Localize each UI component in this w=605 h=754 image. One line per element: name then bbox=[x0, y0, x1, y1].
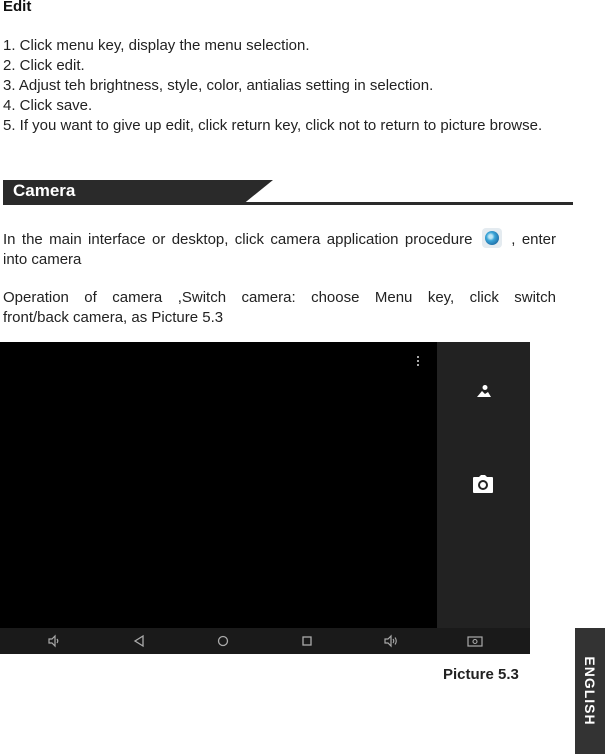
volume-up-icon[interactable] bbox=[384, 634, 398, 648]
recents-icon[interactable] bbox=[300, 634, 314, 648]
camera-section-header bbox=[3, 180, 573, 206]
camera-operation-paragraph bbox=[3, 288, 556, 328]
camera-app-icon bbox=[482, 228, 502, 248]
more-vert-icon[interactable] bbox=[416, 356, 420, 368]
edit-step-4: 4. Click save. bbox=[3, 97, 93, 114]
edit-step-5: 5. If you want to give up edit, click return key, click not to return to picture browse. bbox=[3, 117, 543, 134]
para2-word: camera: bbox=[241, 289, 296, 306]
edit-steps bbox=[3, 36, 563, 136]
para2-word: Operation bbox=[3, 289, 69, 306]
picture-caption: Picture 5.3 bbox=[443, 666, 519, 683]
shutter-camera-icon[interactable] bbox=[472, 474, 494, 494]
para1-text: In the main interface or desktop, click camera application procedure bbox=[3, 231, 473, 248]
language-side-tab bbox=[575, 628, 605, 754]
para2-word: Menu bbox=[374, 289, 413, 306]
para2-line-1 bbox=[3, 288, 556, 308]
camera-heading: Camera bbox=[13, 181, 76, 200]
para2-word: camera bbox=[112, 289, 163, 306]
language-label: ENGLISH bbox=[582, 656, 598, 726]
para1-text-end: , enter into camera bbox=[3, 231, 557, 268]
para2-word: of bbox=[84, 289, 97, 306]
camera-screenshot bbox=[0, 342, 530, 654]
volume-down-icon[interactable] bbox=[47, 634, 61, 648]
edit-step-3: 3. Adjust teh brightness, style, color, antialias setting in selection. bbox=[3, 77, 434, 94]
para2-word: choose bbox=[311, 289, 360, 306]
para2-line-2: front/back camera, as Picture 5.3 bbox=[3, 309, 224, 326]
section-rule bbox=[3, 202, 573, 205]
para2-word: key, bbox=[427, 289, 455, 306]
edit-step-1: 1. Click menu key, display the menu selection. bbox=[3, 37, 310, 54]
edit-heading: Edit bbox=[3, 0, 32, 15]
gallery-icon[interactable] bbox=[476, 384, 492, 398]
para2-word: switch bbox=[514, 289, 556, 306]
para2-word: click bbox=[469, 289, 499, 306]
edit-step-2: 2. Click edit. bbox=[3, 57, 85, 74]
screenshot-icon[interactable] bbox=[467, 634, 483, 648]
android-nav-bar bbox=[0, 628, 530, 654]
home-icon[interactable] bbox=[216, 634, 230, 648]
camera-intro-paragraph bbox=[3, 228, 556, 270]
back-icon[interactable] bbox=[132, 634, 146, 648]
para2-word: ,Switch bbox=[177, 289, 227, 306]
